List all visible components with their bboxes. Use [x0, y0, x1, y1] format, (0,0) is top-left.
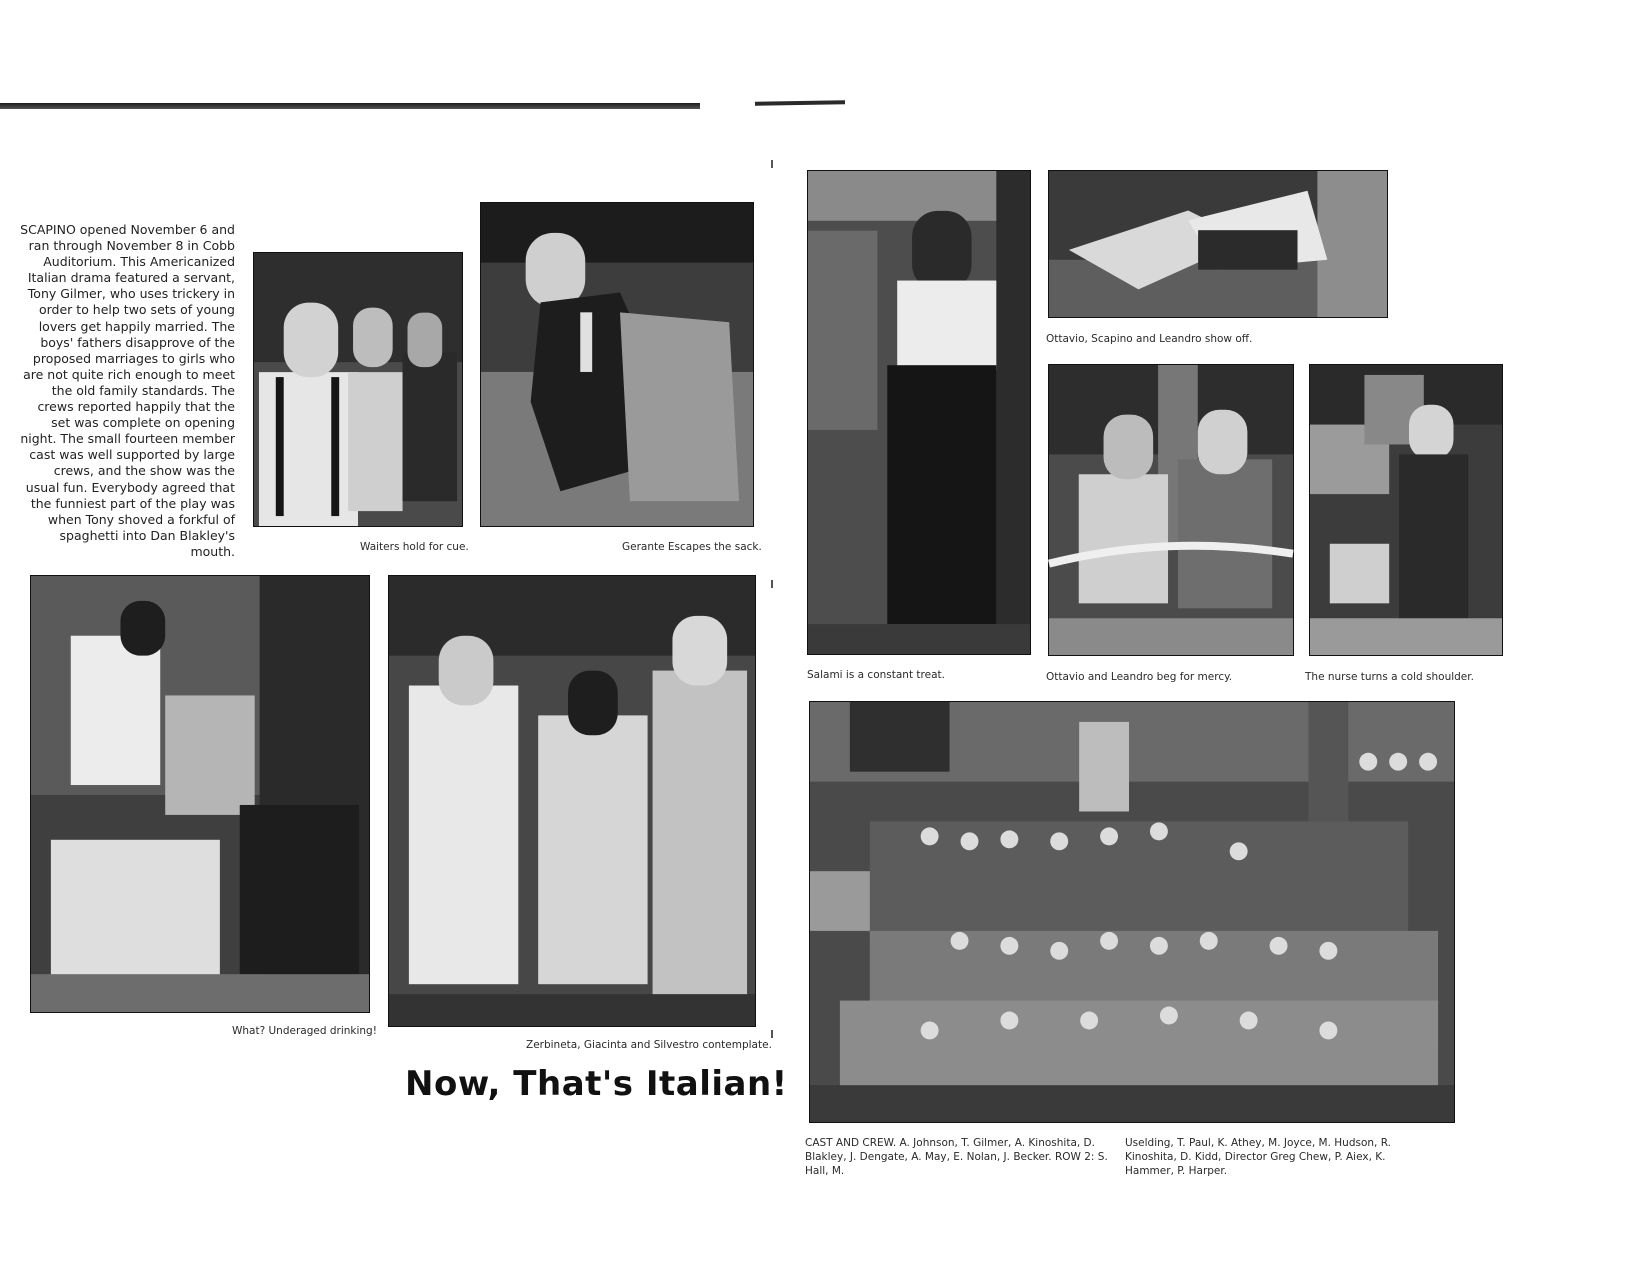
gutter-mark [771, 580, 773, 588]
gutter-mark [771, 160, 773, 168]
gutter-mark [771, 1030, 773, 1038]
photo-underaged-drinking [30, 575, 370, 1013]
photo-nurse [1309, 364, 1503, 656]
photo-salami [807, 170, 1031, 655]
caption-beg-for-mercy: Ottavio and Leandro beg for mercy. [1046, 671, 1233, 683]
caption-waiters: Waiters hold for cue. [360, 541, 469, 553]
photo-beg-for-mercy [1048, 364, 1294, 656]
headline: Now, That's Italian! [405, 1064, 788, 1104]
credits-column-1: CAST AND CREW. A. Johnson, T. Gilmer, A. Kinoshita, D. Blakley, J. Dengate, A. May, E. Nolan, J. Becker. ROW 2: S. Hall, M. [805, 1137, 1108, 1177]
photo-zerbineta-giacinta-silvestro [388, 575, 756, 1027]
photo-waiters [253, 252, 463, 527]
caption-zerbineta-giacinta-silvestro: Zerbineta, Giacinta and Silvestro contemplate. [526, 1039, 772, 1051]
top-rule-left [0, 103, 700, 109]
caption-gerante: Gerante Escapes the sack. [622, 541, 762, 553]
credits-column-2: Uselding, T. Paul, K. Athey, M. Joyce, M. Hudson, R. Kinoshita, D. Kidd, Director Greg Chew, P. Aiex, K. Hammer, P. Harper. [1125, 1137, 1391, 1177]
photo-gerante [480, 202, 754, 527]
intro-paragraph: SCAPINO opened November 6 and ran through November 8 in Cobb Auditorium. This Americanized Italian drama featured a servant, Tony Gilmer, who uses trickery in order to help two sets of young lovers get happily married. The boys' fathers disapprove of the proposed marriages to girls who are not quite rich enough to meet the old family standards. The crews reported happily that the set was complete on opening night. The small fourteen member cast was well supported by large crews, and the show was the usual fun. Everybody agreed that the funniest part of the play was when Tony shoved a forkful of spaghetti into Dan Blakley's mouth. [20, 222, 235, 559]
caption-nurse: The nurse turns a cold shoulder. [1305, 671, 1474, 683]
caption-underaged-drinking: What? Underaged drinking! [232, 1025, 377, 1037]
photo-cast-and-crew [809, 701, 1455, 1123]
caption-salami: Salami is a constant treat. [807, 669, 945, 681]
photo-show-off [1048, 170, 1388, 318]
top-rule-right [755, 100, 845, 106]
caption-show-off: Ottavio, Scapino and Leandro show off. [1046, 333, 1253, 345]
